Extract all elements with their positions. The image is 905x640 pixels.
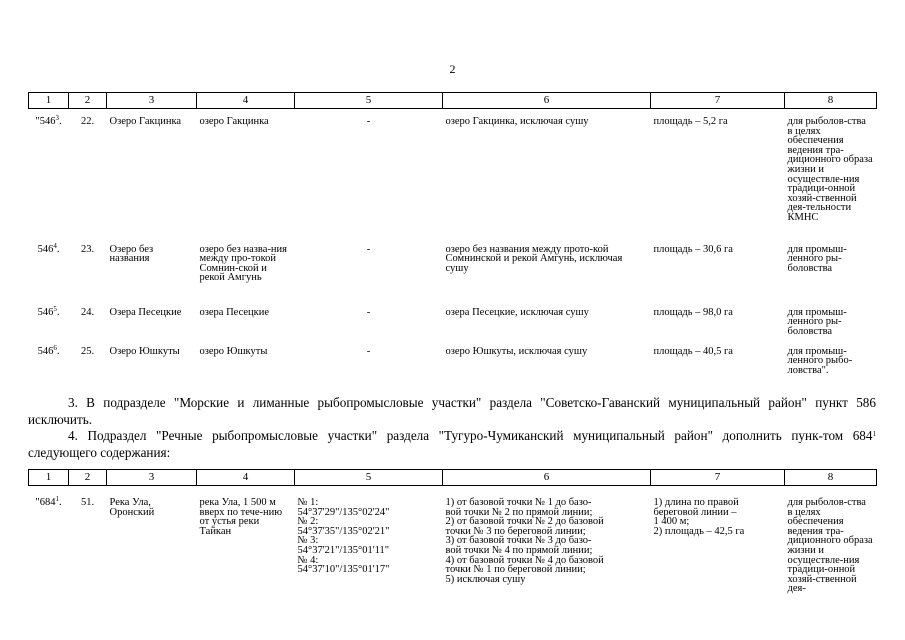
paragraph-4: 4. Подраздел "Речные рыбопромысловые участки" раздела "Тугуро-Чумиканский муниципальный район" дополнить пунк-том $684^1$ следующего содержания:: [28, 428, 876, 460]
area-line: 1 400 м;: [653, 516, 690, 528]
coord-line: № 4:: [297, 554, 319, 566]
cell-location: озеро без назва-ния между про-токой Сомнин-ской и рекой Амгунь: [199, 243, 287, 284]
cell-purpose: для промыш-ленного ры-боловства: [787, 243, 847, 274]
column-header: 6: [443, 470, 651, 486]
coord-line: № 2:: [297, 516, 319, 528]
column-header: 5: [295, 470, 443, 486]
cell-area: площадь – 30,6 га: [653, 243, 733, 255]
cell-location: озера Песецкие: [199, 306, 270, 318]
column-header: 7: [651, 470, 785, 486]
boundary-line: точки № 1 по береговой линии;: [445, 564, 586, 576]
cell-purpose: для промыш-ленного ры-боловства: [787, 306, 847, 337]
cell-name: Озеро без названия: [109, 243, 154, 265]
cell-index: 23.: [80, 243, 95, 255]
table-1: [28, 92, 877, 383]
cell-purpose: для рыболов-ства в целях обеспечения ведения тра-диционного образа жизни и осуществле-ния традици-онной хозяй-ственной дея-: [787, 497, 873, 595]
page-number: 2: [449, 62, 456, 76]
column-header: 3: [107, 470, 197, 486]
cell-item-number: "$546^3$.: [35, 114, 62, 127]
cell-area: площадь – 98,0 га: [653, 306, 733, 318]
coord-line: № 1:: [297, 497, 319, 508]
coord-line: № 3:: [297, 535, 319, 547]
cell-name: Озеро Юшкуты: [109, 345, 180, 357]
cell-item-number: $546^4$.: [37, 241, 60, 255]
column-header: 5: [295, 93, 443, 109]
cell-purpose: для промыш-ленного рыбо-ловства".: [787, 345, 853, 376]
cell-boundaries: озера Песецкие, исключая сушу: [445, 306, 589, 318]
cell-location: река Ула, 1 500 м вверх по тече-нию от устья реки Тайкан: [199, 497, 283, 537]
cell-area: [651, 486, 785, 594]
area-line: 2) площадь – 42,5 га: [653, 525, 745, 537]
cell-item-number: "$684^1$.: [35, 495, 62, 508]
coord-line: 54°37'21"/135°01'11": [297, 544, 390, 556]
boundary-line: 2) от базовой точки № 2 до базовой: [445, 516, 604, 528]
cell-location: озеро Гакцинка: [199, 116, 269, 127]
boundary-line: 5) исключая сушу: [445, 573, 526, 585]
cell-coordinates: -: [366, 345, 371, 357]
column-header: 8: [785, 93, 877, 109]
column-header: 7: [651, 93, 785, 109]
area-line: береговой линии –: [653, 506, 737, 518]
column-header: 6: [443, 93, 651, 109]
cell-boundaries: озеро Гакцинка, исключая сушу: [445, 116, 589, 127]
column-header: 3: [107, 93, 197, 109]
boundary-line: 4) от базовой точки № 4 до базовой: [445, 554, 604, 566]
coord-line: 54°37'35"/135°02'21": [297, 525, 390, 537]
column-header: 2: [69, 93, 107, 109]
column-header: 1: [29, 470, 69, 486]
table-row: [29, 347, 877, 383]
column-header: 1: [29, 93, 69, 109]
column-header: 2: [69, 470, 107, 486]
cell-area: площадь – 5,2 га: [653, 116, 728, 127]
cell-index: 24.: [80, 306, 95, 318]
column-header: 4: [197, 470, 295, 486]
cell-index: 25.: [80, 345, 95, 357]
cell-name: Озера Песецкие: [109, 306, 182, 318]
cell-item-number: $546^6$.: [37, 343, 60, 357]
paragraph-3: 3. В подразделе "Морские и лиманные рыбопромысловые участки" раздела "Советско-Гаванский муниципальный район" пункт 586 исключить.: [28, 395, 876, 427]
coord-line: 54°37'10"/135°01'17": [297, 564, 390, 576]
cell-index: 51.: [80, 497, 95, 508]
column-header: 4: [197, 93, 295, 109]
cell-boundaries: озеро без названия между прото-кой Сомнинской и рекой Амгунь, исключая сушу: [445, 243, 623, 274]
table-row: [29, 486, 877, 594]
table-2-header: [29, 470, 877, 486]
table-row: [29, 308, 877, 347]
cell-name: Река Ула, Оронский: [109, 497, 155, 518]
boundary-line: вой точки № 4 по прямой линии;: [445, 544, 593, 556]
cell-item-number: $546^5$.: [37, 304, 60, 318]
cell-purpose: для рыболов-ства в целях обеспечения ведения тра-диционного образа жизни и осуществле-ния традици-онной хозяй-ственной дея-тельности КМНС: [787, 116, 873, 223]
cell-name: Озеро Гакцинка: [109, 116, 182, 127]
boundary-line: 1) от базовой точки № 1 до базо-: [445, 497, 592, 508]
column-header: 8: [785, 470, 877, 486]
cell-boundaries: озеро Юшкуты, исключая сушу: [445, 345, 588, 357]
table-row: [29, 109, 877, 245]
cell-location: озеро Юшкуты: [199, 345, 268, 357]
cell-index: 22.: [80, 116, 95, 127]
area-line: 1) длина по правой: [653, 497, 739, 508]
table-1-header: [29, 93, 877, 109]
cell-coordinates: [295, 486, 443, 594]
cell-boundaries: [443, 486, 651, 594]
table-row: [29, 245, 877, 308]
cell-coordinates: -: [366, 116, 371, 127]
boundary-line: 3) от базовой точки № 3 до базо-: [445, 535, 592, 547]
boundary-line: вой точки № 2 по прямой линии;: [445, 506, 593, 518]
cell-coordinates: -: [366, 306, 371, 318]
table-2: [28, 469, 877, 594]
cell-coordinates: -: [366, 243, 371, 255]
cell-area: площадь – 40,5 га: [653, 345, 733, 357]
boundary-line: точки № 3 по береговой линии;: [445, 525, 586, 537]
coord-line: 54°37'29"/135°02'24": [297, 506, 390, 518]
